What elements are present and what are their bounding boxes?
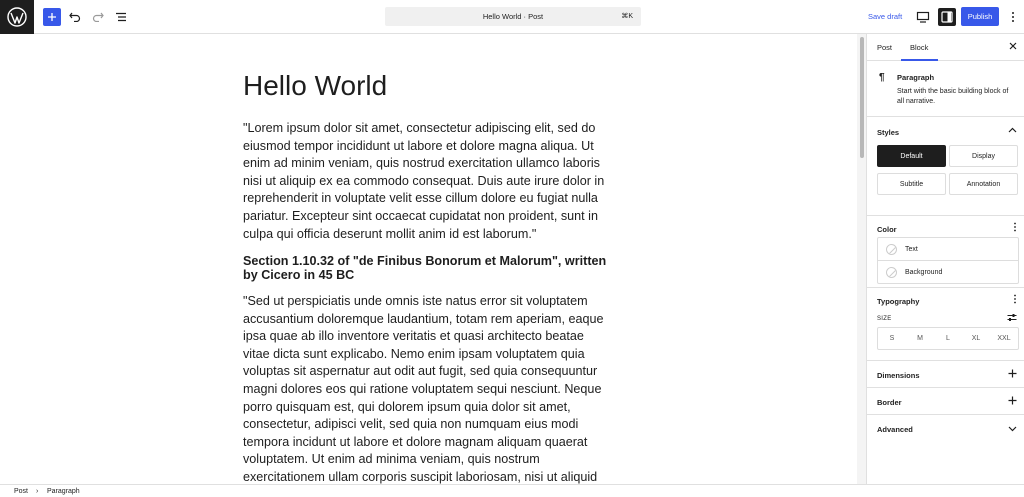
close-icon xyxy=(1009,42,1017,50)
size-option-xxl[interactable]: XXL xyxy=(997,335,1011,342)
breadcrumb-post[interactable]: Post xyxy=(14,488,29,495)
wordpress-icon xyxy=(7,7,27,27)
desktop-preview-icon xyxy=(916,11,930,23)
undo-button[interactable] xyxy=(66,8,84,26)
document-overview-button[interactable] xyxy=(112,8,130,26)
redo-button[interactable] xyxy=(89,8,107,26)
style-default-button[interactable]: Default xyxy=(877,145,946,167)
advanced-expand-toggle[interactable] xyxy=(1008,424,1017,435)
size-label: SIZE xyxy=(877,316,892,322)
size-option-l[interactable]: L xyxy=(946,335,950,342)
tab-post[interactable]: Post xyxy=(877,43,893,52)
top-toolbar xyxy=(0,0,1024,34)
text-color-label: Text xyxy=(905,245,918,253)
command-title: Hello World · Post xyxy=(482,12,544,21)
wordpress-logo-icon[interactable] xyxy=(0,0,34,34)
style-annotation-button[interactable]: Annotation xyxy=(949,173,1018,195)
sidebar-tabs xyxy=(867,34,1024,61)
redo-icon xyxy=(92,12,104,22)
color-panel xyxy=(867,216,1024,288)
vertical-ellipsis-icon xyxy=(1011,11,1015,23)
styles-collapse-toggle[interactable] xyxy=(1008,125,1017,136)
paragraph-block[interactable]: "Sed ut perspiciatis unde omnis iste natus error sit voluptatem accusantium doloremque laudantium, totam rem aperiam, eaque ipsa quae ab illo inventore veritatis et quasi architecto beatae vitae dicta sunt explicabo. Nemo enim ipsam voluptatem quia voluptas sit aspernatur aut odit aut fugit, sed quia consequuntur magni dolores eos qui ratione voluptatem sequi nesciunt. Neque porro quisquam est, qui dolorem ipsum quia dolor sit amet, consectetur, adipisci velit, sed quia non numquam eius modi tempora incidunt ut labore et dolore magnam aliquam quaerat voluptatem. Ut enim ad minima veniam, quis nostrum exercitationem ullam corporis suscipit laboriosam, nisi ut aliquid xyxy=(243,294,604,484)
preview-button[interactable] xyxy=(916,10,930,28)
dimensions-panel-title: Dimensions xyxy=(877,371,920,380)
vertical-ellipsis-icon xyxy=(1013,222,1017,232)
block-card xyxy=(867,61,1024,117)
plus-icon xyxy=(1008,369,1017,378)
breadcrumb-paragraph[interactable]: Paragraph xyxy=(47,488,80,495)
command-shortcut: ⌘K xyxy=(621,13,633,20)
scrollbar-thumb[interactable] xyxy=(860,37,864,158)
editor-scrollbar[interactable] xyxy=(857,34,866,484)
dimensions-panel[interactable] xyxy=(867,361,1024,388)
block-description: Start with the basic building block of all narrative. xyxy=(897,88,1009,105)
font-size-picker xyxy=(877,327,1019,350)
tab-block[interactable]: Block xyxy=(910,43,929,52)
settings-sidebar xyxy=(866,34,1024,484)
save-draft-button[interactable]: Save draft xyxy=(868,12,903,21)
size-option-xl[interactable]: XL xyxy=(971,335,981,342)
dimensions-add-button[interactable] xyxy=(1008,369,1017,381)
paragraph-icon: ¶ xyxy=(879,72,885,83)
size-option-s[interactable]: S xyxy=(889,335,895,342)
border-add-button[interactable] xyxy=(1008,396,1017,408)
publish-button[interactable]: Publish xyxy=(961,7,999,26)
background-color-label: Background xyxy=(905,269,943,276)
undo-icon xyxy=(69,12,81,22)
text-color-option[interactable] xyxy=(878,238,1018,261)
close-sidebar-button[interactable] xyxy=(1009,42,1017,52)
chevron-up-icon xyxy=(1008,127,1017,133)
plus-icon xyxy=(1008,396,1017,405)
style-display-button[interactable]: Display xyxy=(949,145,1018,167)
empty-swatch-icon xyxy=(886,267,897,278)
breadcrumb-separator-icon: › xyxy=(36,488,39,495)
post-title[interactable]: Hello World xyxy=(243,70,388,101)
color-options-list xyxy=(877,237,1019,284)
border-panel[interactable] xyxy=(867,388,1024,415)
settings-toggle-button[interactable] xyxy=(938,8,956,26)
color-options-button[interactable] xyxy=(1013,222,1017,235)
advanced-panel-title: Advanced xyxy=(877,425,913,434)
paragraph-block[interactable]: "Lorem ipsum dolor sit amet, consectetur adipiscing elit, sed do eiusmod tempor incididunt ut labore et dolore magna aliqua. Ut enim ad minim veniam, quis nostrud exercitation ullamco laboris nisi ut aliquip ex ea commodo consequat. Duis aute irure dolor in reprehenderit in voluptate velit esse cillum dolore eu fugiat nulla pariatur. Excepteur sint occaecat cupidatat non proident, sunt in culpa qui officia deserunt mollit anim id est laborum." xyxy=(243,121,605,241)
custom-size-button[interactable] xyxy=(1007,313,1017,324)
settings-sliders-icon xyxy=(1007,313,1017,322)
chevron-down-icon xyxy=(1008,426,1017,432)
empty-swatch-icon xyxy=(886,244,897,255)
typography-options-button[interactable] xyxy=(1013,294,1017,307)
options-menu-button[interactable] xyxy=(1008,9,1018,25)
border-panel-title: Border xyxy=(877,398,902,407)
block-breadcrumb xyxy=(0,484,1024,497)
list-view-icon xyxy=(115,12,127,22)
typography-panel-title: Typography xyxy=(877,297,920,306)
styles-panel xyxy=(867,117,1024,216)
typography-panel xyxy=(867,288,1024,361)
plus-icon xyxy=(47,12,57,22)
vertical-ellipsis-icon xyxy=(1013,294,1017,304)
color-panel-title: Color xyxy=(877,225,897,234)
block-name: Paragraph xyxy=(897,73,935,82)
advanced-panel[interactable] xyxy=(867,415,1024,442)
style-subtitle-button[interactable]: Subtitle xyxy=(877,173,946,195)
command-palette-bar[interactable] xyxy=(385,7,641,26)
add-block-button[interactable] xyxy=(43,8,61,26)
heading-block[interactable]: Section 1.10.32 of "de Finibus Bonorum et Malorum", written by Cicero in 45 BC xyxy=(243,254,607,282)
background-color-option[interactable] xyxy=(878,261,1018,284)
editor-canvas[interactable] xyxy=(0,34,857,484)
size-option-m[interactable]: M xyxy=(917,335,923,342)
sidebar-settings-icon xyxy=(941,11,953,23)
styles-panel-title[interactable]: Styles xyxy=(877,128,900,137)
